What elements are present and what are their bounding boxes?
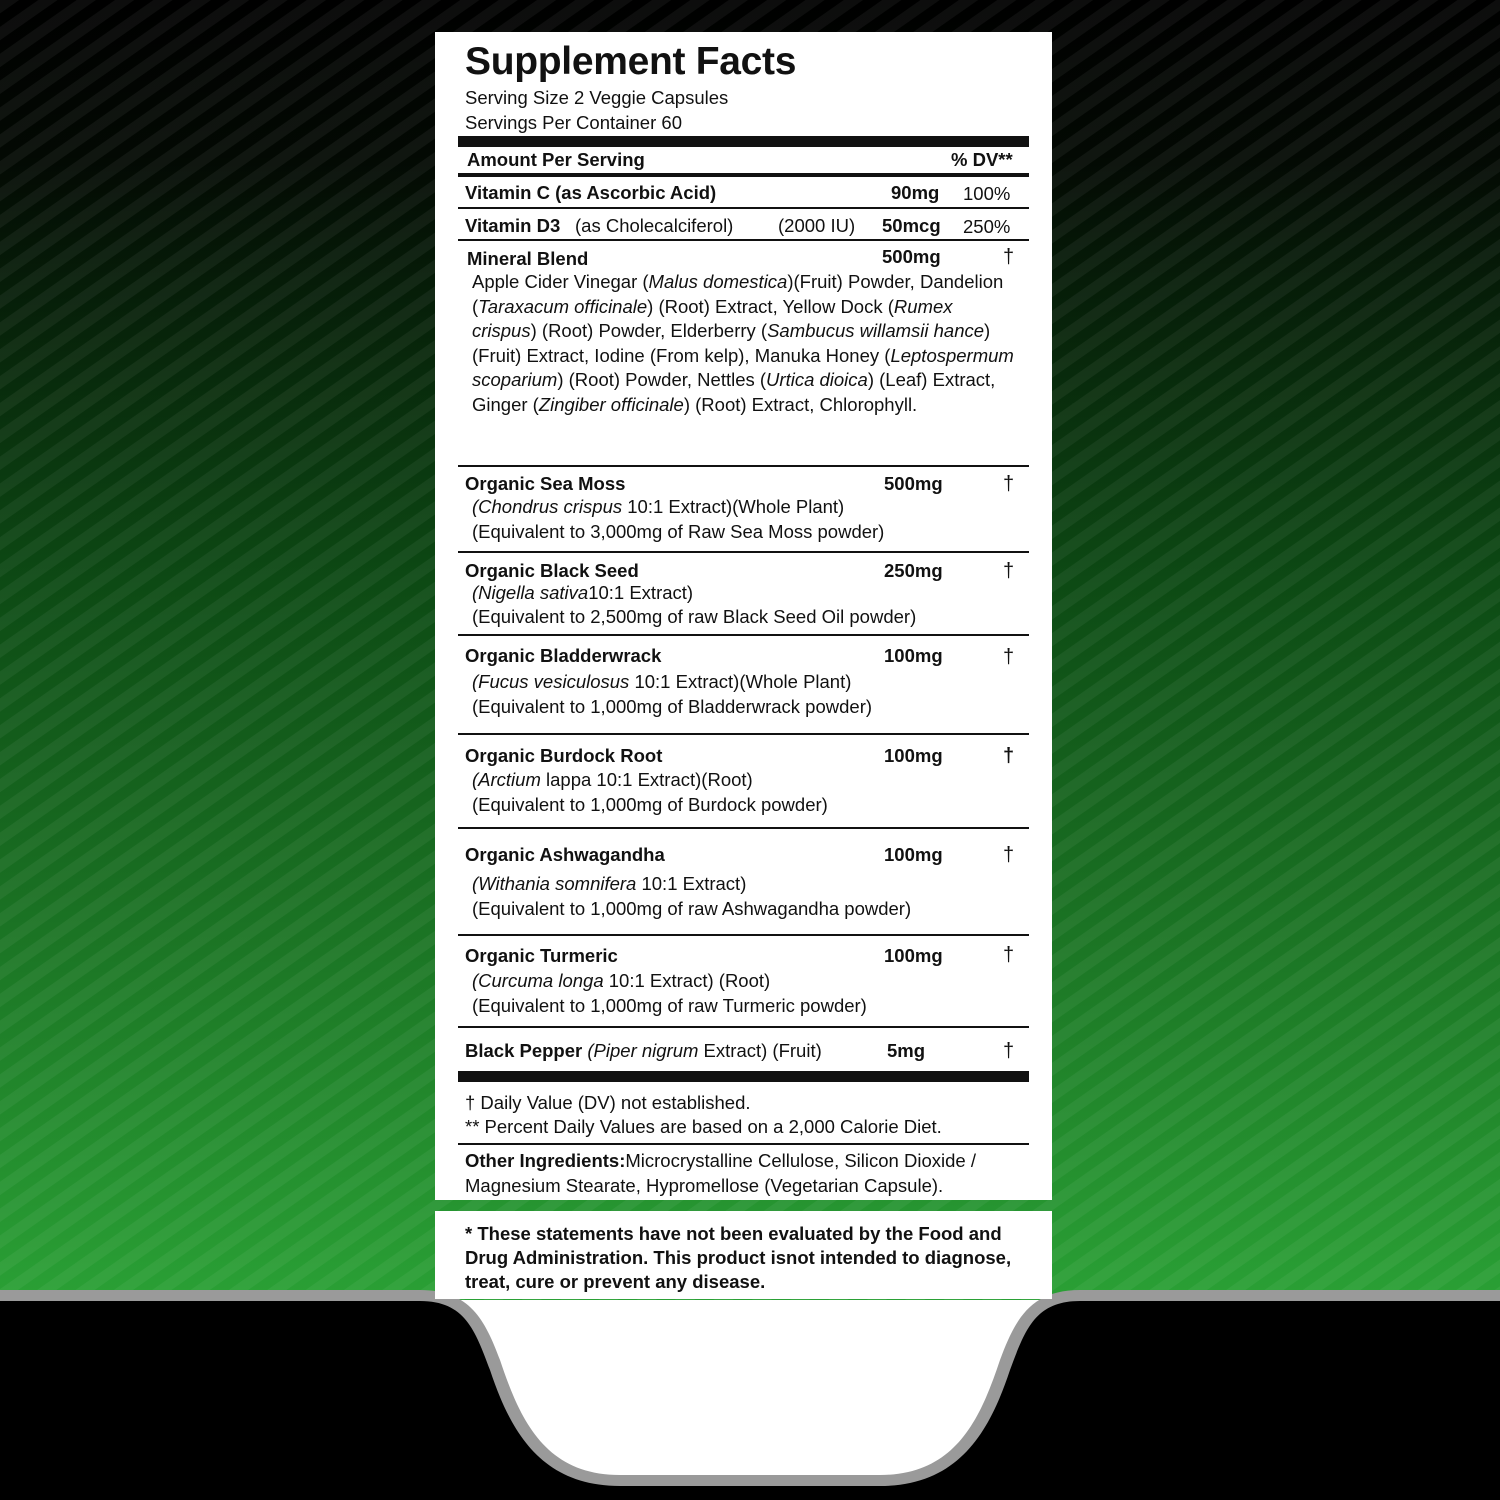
- row-divider: [458, 634, 1029, 636]
- black-pepper-amount: 5mg: [887, 1040, 926, 1061]
- herb-extract: (Chondrus crispus 10:1 Extract)(Whole Plant): [472, 496, 845, 517]
- blend-name: Mineral Blend: [467, 248, 589, 269]
- herb-equivalent: (Equivalent to 1,000mg of raw Ashwagandha powder): [472, 898, 912, 919]
- herb-amount: 250mg: [884, 560, 943, 581]
- fda-disclaimer: * These statements have not been evaluated by the Food and Drug Administration. This product isnot intended to diagnose, treat, cure or prevent any disease.: [465, 1223, 1012, 1292]
- herb-extract: (Arctium lappa 10:1 Extract)(Root): [472, 769, 753, 790]
- nutrient-dv: 100%: [963, 183, 1011, 204]
- herb-equivalent: (Equivalent to 1,000mg of Burdock powder): [472, 794, 828, 815]
- black-pepper-row: Black Pepper (Piper nigrum Extract) (Fruit): [465, 1040, 822, 1061]
- herb-amount: 100mg: [884, 844, 943, 865]
- herb-dv: †: [1003, 473, 1015, 495]
- amount-per-serving-header: Amount Per Serving: [467, 149, 645, 170]
- herb-extract: (Nigella sativa10:1 Extract): [472, 582, 694, 603]
- row-divider: [458, 239, 1029, 241]
- nutrient-amount: 90mg: [891, 182, 940, 203]
- herb-dv: †: [1003, 646, 1015, 668]
- blend-amount: 500mg: [882, 246, 941, 267]
- row-divider: [458, 465, 1029, 467]
- herb-amount: 100mg: [884, 945, 943, 966]
- herb-equivalent: (Equivalent to 1,000mg of Bladderwrack powder): [472, 696, 873, 717]
- blend-ingredients: Apple Cider Vinegar (Malus domestica)(Fruit) Powder, Dandelion (Taraxacum officinale) (Root) Extract, Yellow Dock (Rumex crispus) (Root) Powder, Elderberry (Sambucus willamsii hance) (Fruit) Extract, Iodine (From kelp), Manuka Honey (Leptospermum scoparium) (Root) Powder, Nettles (Urtica dioica) (Leaf) Extract, Ginger (Zingiber officinale) (Root) Extract, Chlorophyll.: [472, 271, 1014, 415]
- servings-per-container: Servings Per Container 60: [465, 112, 682, 133]
- herb-name: Organic Black Seed: [465, 560, 639, 581]
- nutrient-name: Vitamin C (as Ascorbic Acid): [465, 182, 717, 203]
- nutrient-dv: 250%: [963, 216, 1011, 237]
- herb-equivalent: (Equivalent to 3,000mg of Raw Sea Moss powder): [472, 521, 885, 542]
- nutrient-iu: (2000 IU): [778, 215, 856, 236]
- nutrient-name: Vitamin D3: [465, 215, 561, 236]
- row-divider: [458, 207, 1029, 209]
- blend-dv: †: [1003, 246, 1015, 268]
- herb-extract: (Withania somnifera 10:1 Extract): [472, 873, 747, 894]
- herb-amount: 100mg: [884, 645, 943, 666]
- nutrient-amount: 50mcg: [882, 215, 941, 236]
- herb-equivalent: (Equivalent to 1,000mg of raw Turmeric powder): [472, 995, 867, 1016]
- herb-extract: (Fucus vesiculosus 10:1 Extract)(Whole Plant): [472, 671, 852, 692]
- herb-name: Organic Turmeric: [465, 945, 618, 966]
- thick-divider: [458, 1071, 1029, 1082]
- herb-dv: †: [1003, 944, 1015, 966]
- footnote-percent: ** Percent Daily Values are based on a 2,000 Calorie Diet.: [465, 1116, 942, 1137]
- row-divider: [458, 551, 1029, 553]
- other-ingredients: Other Ingredients:Microcrystalline Cellulose, Silicon Dioxide / Magnesium Stearate, Hypromellose (Vegetarian Capsule).: [465, 1150, 976, 1196]
- herb-extract: (Curcuma longa 10:1 Extract) (Root): [472, 970, 771, 991]
- herb-dv: †: [1003, 844, 1015, 866]
- footnote-dv: † Daily Value (DV) not established.: [465, 1092, 751, 1113]
- row-divider: [458, 1143, 1029, 1145]
- row-divider: [458, 733, 1029, 735]
- herb-name: Organic Burdock Root: [465, 745, 663, 766]
- herb-dv: †: [1003, 745, 1015, 767]
- herb-name: Organic Ashwagandha: [465, 844, 665, 865]
- row-divider: [458, 1026, 1029, 1028]
- row-divider: [458, 827, 1029, 829]
- serving-size: Serving Size 2 Veggie Capsules: [465, 87, 729, 108]
- thick-divider: [458, 136, 1029, 147]
- row-divider: [458, 934, 1029, 936]
- herb-amount: 500mg: [884, 473, 943, 494]
- herb-equivalent: (Equivalent to 2,500mg of raw Black Seed Oil powder): [472, 606, 917, 627]
- label-title: Supplement Facts: [465, 40, 797, 83]
- herb-dv: †: [1003, 560, 1015, 582]
- dv-header: % DV**: [951, 149, 1013, 170]
- herb-amount: 100mg: [884, 745, 943, 766]
- herb-name: Organic Sea Moss: [465, 473, 626, 494]
- header-divider: [458, 173, 1029, 177]
- nutrient-source: (as Cholecalciferol): [575, 215, 734, 236]
- black-pepper-dv: †: [1003, 1040, 1015, 1062]
- herb-name: Organic Bladderwrack: [465, 645, 662, 666]
